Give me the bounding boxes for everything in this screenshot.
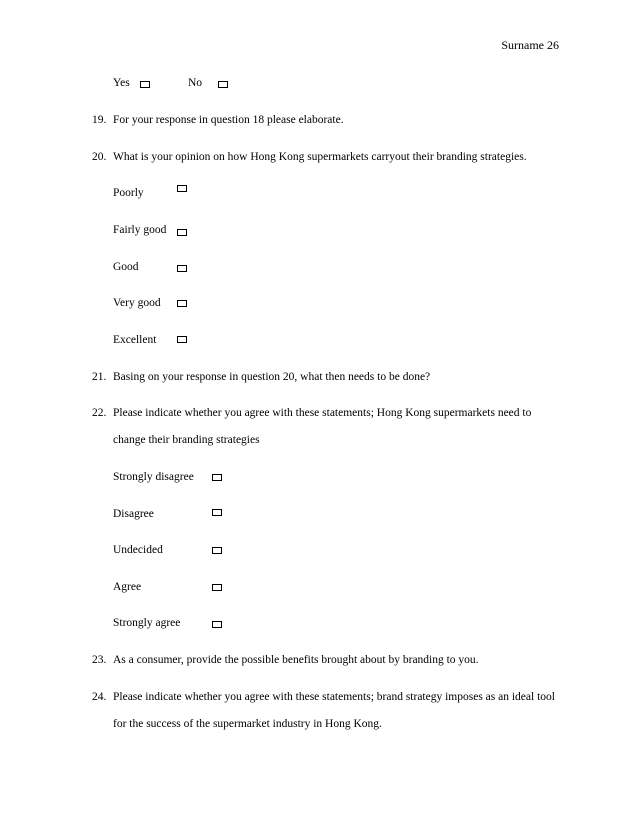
q20-number: 20. <box>92 151 107 163</box>
q24-text-line-2: for the success of the supermarket industry in Hong Kong. <box>113 718 382 730</box>
q22-option-checkbox[interactable] <box>212 547 222 554</box>
q20-option-checkbox[interactable] <box>177 265 187 272</box>
q22-option-checkbox[interactable] <box>212 474 222 481</box>
q22-text-line-2: change their branding strategies <box>113 434 260 446</box>
q18-option-no-label: No <box>188 77 203 89</box>
q18-option-yes-label: Yes <box>113 77 130 89</box>
q22-option-checkbox[interactable] <box>212 584 222 591</box>
q20-option-checkbox[interactable] <box>177 229 187 236</box>
q22-number: 22. <box>92 407 107 419</box>
q20-option-label: Good <box>113 261 139 273</box>
q22-option-label: Strongly agree <box>113 617 181 629</box>
q20-option-checkbox[interactable] <box>177 300 187 307</box>
q19-text: For your response in question 18 please elaborate. <box>113 114 344 126</box>
q20-text: What is your opinion on how Hong Kong supermarkets carryout their branding strategies. <box>113 151 527 163</box>
q20-option-label: Excellent <box>113 334 157 346</box>
q19-number: 19. <box>92 114 107 126</box>
running-head: Surname 26 <box>501 38 559 52</box>
q22-option-label: Strongly disagree <box>113 471 194 483</box>
q22-option-label: Undecided <box>113 544 163 556</box>
q20-option-label: Fairly good <box>113 224 167 236</box>
q22-option-label: Disagree <box>113 508 154 520</box>
q23-number: 23. <box>92 654 107 666</box>
q20-option-checkbox[interactable] <box>177 185 187 192</box>
q21-text: Basing on your response in question 20, what then needs to be done? <box>113 371 431 383</box>
q22-option-checkbox[interactable] <box>212 509 222 516</box>
q20-option-checkbox[interactable] <box>177 336 187 343</box>
q20-option-label: Very good <box>113 297 161 309</box>
q18-yes-checkbox[interactable] <box>140 81 150 88</box>
q24-text-line-1: Please indicate whether you agree with these statements; brand strategy imposes as an ideal tool <box>113 691 555 703</box>
q22-option-checkbox[interactable] <box>212 621 222 628</box>
q20-option-label: Poorly <box>113 187 144 199</box>
q21-number: 21. <box>92 371 107 383</box>
q22-text-line-1: Please indicate whether you agree with these statements; Hong Kong supermarkets need to <box>113 407 532 419</box>
q23-text: As a consumer, provide the possible benefits brought about by branding to you. <box>113 654 479 666</box>
q24-number: 24. <box>92 691 107 703</box>
q22-option-label: Agree <box>113 581 142 593</box>
q18-no-checkbox[interactable] <box>218 81 228 88</box>
